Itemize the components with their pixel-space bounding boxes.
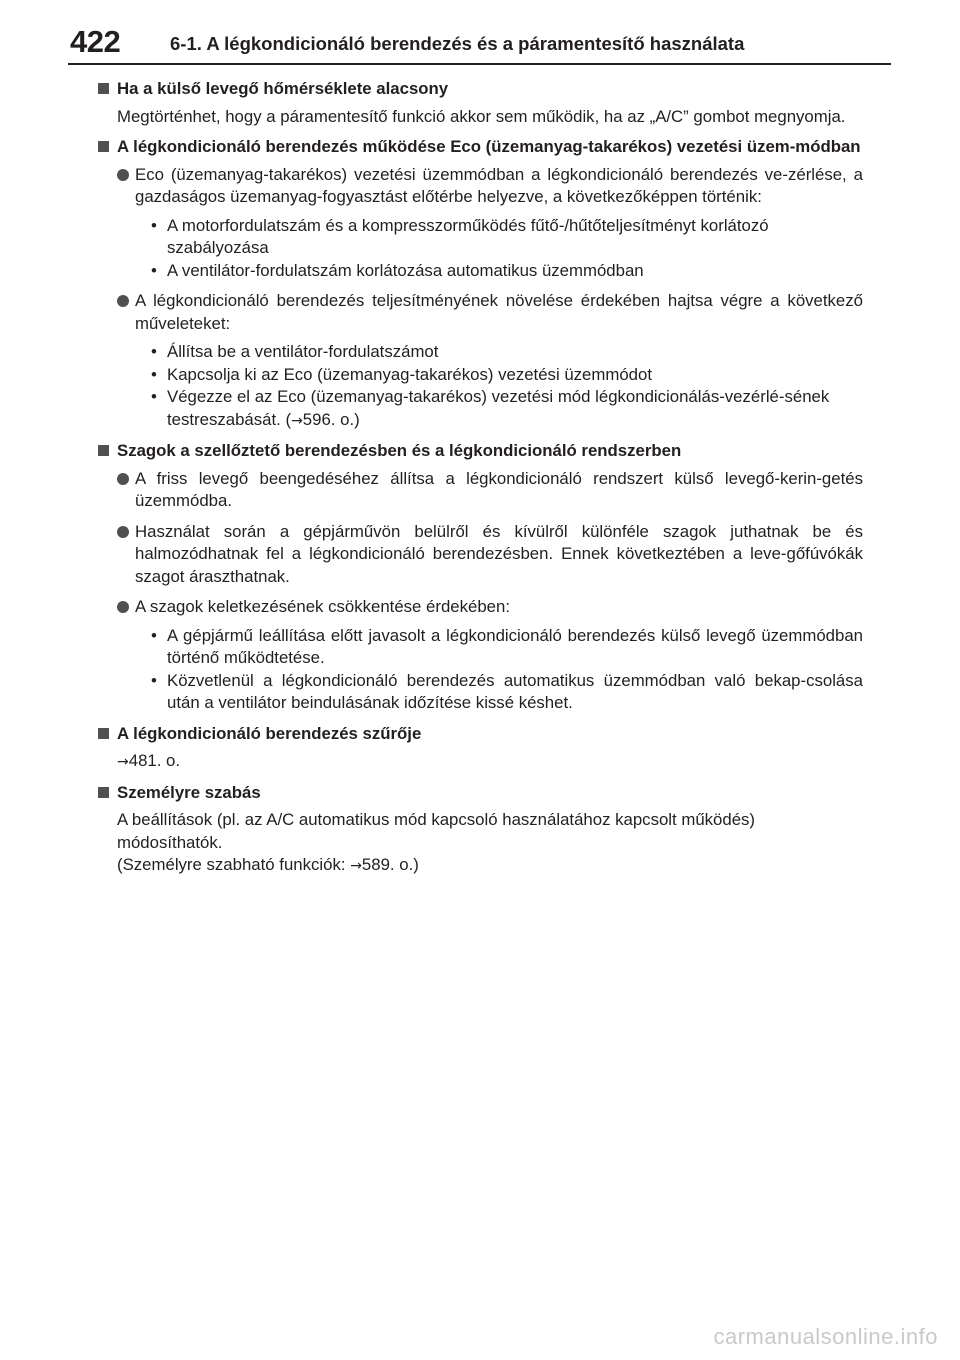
header-divider bbox=[68, 63, 891, 65]
sub-bullet-mark: • bbox=[151, 625, 157, 645]
sub-item: • Közvetlenül a légkondicionáló berendezés automatikus üzemmódban való bekap-csolása után a ventilátor beindulásának időzítése kissé késhet. bbox=[151, 670, 863, 712]
square-bullet-icon bbox=[98, 445, 109, 456]
circle-bullet-icon bbox=[117, 169, 129, 181]
chapter-title: 6-1. A légkondicionáló berendezés és a páramentesítő használata bbox=[170, 33, 745, 54]
square-bullet-icon bbox=[98, 141, 109, 152]
arrow-right-icon: → bbox=[117, 754, 129, 770]
section-title bbox=[97, 782, 863, 805]
section-customization bbox=[97, 782, 863, 878]
section-title-text: A légkondicionáló berendezés szűrője bbox=[117, 723, 422, 743]
section-low-outside-temperature bbox=[97, 78, 863, 128]
page-reference-link[interactable]: 589. o.) bbox=[361, 855, 419, 874]
sub-bullet-mark: • bbox=[151, 387, 157, 406]
bullet-text: Eco (üzemanyag-takarékos) vezetési üzemmódban a légkondicionáló berendezés ve-zérlése, a gazdaságos üzemanyag-fogyasztást előtérbe helyezve, a következőképpen történik: bbox=[135, 164, 863, 206]
sub-bullet-mark: • bbox=[151, 215, 157, 235]
paragraph: A beállítások (pl. az A/C automatikus mód kapcsoló használatához kapcsolt működés) módosíthatók. bbox=[117, 810, 756, 852]
section-title bbox=[97, 440, 863, 463]
sub-bullet-mark: • bbox=[151, 342, 157, 361]
sub-bullet-mark: • bbox=[151, 670, 157, 690]
arrow-right-icon: → bbox=[350, 858, 362, 874]
square-bullet-icon bbox=[98, 83, 109, 94]
page-reference-link[interactable]: 596. o.) bbox=[302, 409, 360, 429]
bullet-item bbox=[97, 290, 863, 432]
sub-bullet-mark: • bbox=[151, 364, 157, 384]
watermark: carmanualsonline.info bbox=[713, 1324, 938, 1349]
section-title-text: Személyre szabás bbox=[117, 782, 261, 802]
square-bullet-icon bbox=[98, 787, 109, 798]
page-reference bbox=[97, 750, 863, 774]
circle-bullet-icon bbox=[117, 473, 129, 485]
section-title-text: A légkondicionáló berendezés működése Eco (üzemanyag-takarékos) vezetési üzem-módban bbox=[117, 137, 861, 156]
section-odors bbox=[97, 440, 863, 715]
section-title-text: Szagok a szellőztető berendezésben és a légkondicionáló rendszerben bbox=[117, 441, 682, 460]
bullet-item bbox=[97, 164, 863, 283]
circle-bullet-icon bbox=[117, 526, 129, 538]
section-title bbox=[97, 723, 863, 746]
section-eco-mode bbox=[97, 136, 863, 432]
sub-list bbox=[117, 215, 863, 283]
bullet-text: A szagok keletkezésének csökkentése érdekében: bbox=[135, 597, 511, 616]
page-number: 422 bbox=[70, 24, 121, 59]
section-title-text: Ha a külső levegő hőmérséklete alacsony bbox=[117, 79, 449, 98]
sub-item: • A gépjármű leállítása előtt javasolt a légkondicionáló berendezés külső levegő üzemmódban történő működtetése. bbox=[151, 625, 863, 667]
sub-item: • A motorfordulatszám és a kompresszorműködés fűtő-/hűtőteljesítményt korlátozó szabályozása bbox=[151, 215, 769, 257]
bullet-text: Használat során a gépjárművön belülről és kívülről különféle szagok juthatnak be és halmozódhatnak fel a légkondicionáló berendezésben. Ennek következtében a leve-gőfúvókák szagot áraszthatnak. bbox=[135, 521, 863, 586]
circle-bullet-icon bbox=[117, 295, 129, 307]
circle-bullet-icon bbox=[117, 601, 129, 613]
page-header bbox=[70, 22, 930, 64]
bullet-text: A légkondicionáló berendezés teljesítményének növelése érdekében hajtsa végre a következő műveleteket: bbox=[135, 291, 863, 333]
bullet-item bbox=[97, 596, 863, 715]
section-title bbox=[97, 78, 863, 101]
page-content bbox=[97, 78, 863, 886]
bullet-text: A friss levegő beengedéséhez állítsa a légkondicionáló rendszert külső levegő-kerin-getés üzemmódba. bbox=[135, 468, 863, 510]
sub-list bbox=[117, 625, 863, 715]
arrow-right-icon: → bbox=[291, 412, 303, 429]
sub-list bbox=[117, 341, 863, 432]
bullet-item bbox=[97, 521, 863, 589]
sub-item: • Állítsa be a ventilátor-fordulatszámot bbox=[147, 341, 863, 364]
page-reference: (Személyre szabható funkciók: →589. o.) bbox=[117, 855, 419, 874]
bullet-item bbox=[97, 468, 863, 513]
paragraph: Megtörténhet, hogy a páramentesítő funkció akkor sem működik, ha az „A/C” gombot megnyomja. bbox=[117, 106, 846, 126]
sub-bullet-mark: • bbox=[151, 260, 157, 280]
section-title bbox=[97, 136, 863, 159]
page-reference-link[interactable]: 481. o. bbox=[128, 751, 181, 770]
square-bullet-icon bbox=[98, 728, 109, 739]
sub-item-reference: • Végezze el az Eco (üzemanyag-takarékos) vezetési mód légkondicionálás-vezérlé-sének testreszabását. (→596. o.) bbox=[151, 387, 830, 429]
section-filter bbox=[97, 723, 863, 774]
sub-item: • Kapcsolja ki az Eco (üzemanyag-takarékos) vezetési üzemmódot bbox=[147, 364, 863, 387]
sub-item: • A ventilátor-fordulatszám korlátozása automatikus üzemmódban bbox=[147, 260, 863, 283]
